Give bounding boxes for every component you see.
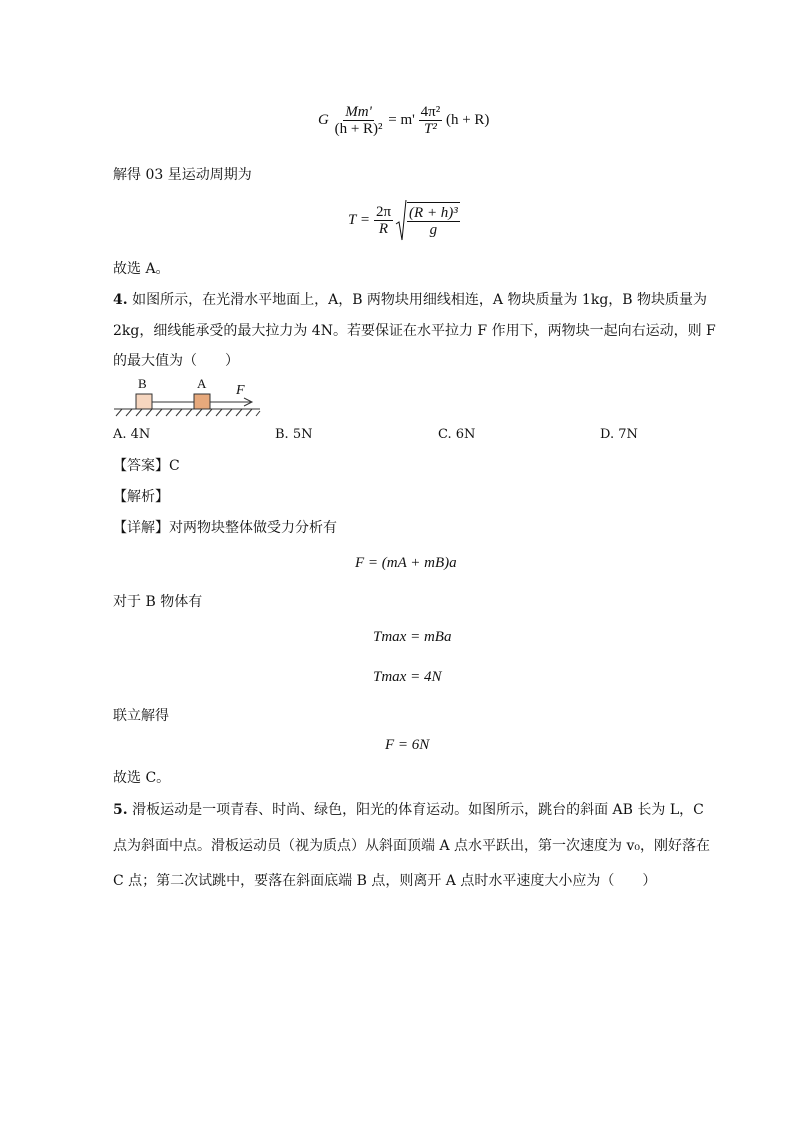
q5-text-line1: 滑板运动是一项青春、时尚、绿色，阳光的体育运动。如图所示，跳台的斜面 AB 长为 L，C <box>132 802 704 818</box>
fraction-left <box>333 104 385 137</box>
label-b: B <box>138 376 147 391</box>
fraction-left-num: Mm' <box>345 104 372 120</box>
block-a <box>194 394 210 409</box>
radical-sign <box>395 198 407 242</box>
q5-number: 5. <box>113 802 128 818</box>
fraction-radicand-den: g <box>429 222 438 238</box>
q4-option-a: A. 4N <box>113 427 151 442</box>
q4-text-line1: 如图所示，在光滑水平地面上，A，B 两物块用细线相连，A 物块质量为 1kg，B 物块质量为 <box>132 292 708 308</box>
fraction-radicand-num: (R + h)³ <box>409 205 458 221</box>
formula-g: G <box>318 111 329 128</box>
fraction-right-num: 4π² <box>420 104 441 120</box>
q4-eq3: Tmax = 4N <box>373 669 442 685</box>
q4-conclusion: 故选 C。 <box>113 770 171 786</box>
q4-figure <box>112 376 262 418</box>
q4-option-d: D. 7N <box>600 427 638 442</box>
ground-hatch <box>116 409 260 416</box>
label-f: F <box>236 383 245 398</box>
q4-eq1: F = (mA + mB)a <box>355 555 457 571</box>
fraction-right-den: T² <box>424 121 437 137</box>
q4-for-b: 对于 B 物体有 <box>113 594 203 610</box>
fraction-period-den: R <box>378 220 389 237</box>
q5-line1 <box>113 801 704 819</box>
q4-option-b: B. 5N <box>275 427 313 442</box>
label-a: A <box>197 376 207 391</box>
q4-line1 <box>113 291 707 309</box>
q4-solve: 联立解得 <box>113 708 169 724</box>
formula-eq-mprime: = m' <box>388 111 415 128</box>
q4-answer: 【答案】C <box>113 458 180 474</box>
formula-gravity <box>318 104 489 137</box>
q4-line2: 2kg，细线能承受的最大拉力为 4N。若要保证在水平拉力 F 作用下，两物块一起向右运动，则 F <box>113 323 716 339</box>
q4-option-c: C. 6N <box>438 427 476 442</box>
q4-line3: 的最大值为（ ） <box>113 353 239 369</box>
fraction-radicand <box>407 202 460 238</box>
q5-line3: C 点；第二次试跳中，要落在斜面底端 B 点，则离开 A 点时水平速度大小应为（ ） <box>113 873 657 889</box>
formula-period <box>348 198 460 242</box>
q4-analysis: 【解析】 <box>113 489 169 505</box>
answer-prev: 故选 A。 <box>113 261 170 277</box>
formula-tail: (h + R) <box>445 111 490 128</box>
solve-period-text: 解得 03 星运动周期为 <box>113 167 252 183</box>
q5-line2: 点为斜面中点。滑板运动员（视为质点）从斜面顶端 A 点水平跃出，第一次速度为 v₀，刚好落在 <box>113 838 710 854</box>
fraction-period <box>374 204 393 237</box>
fraction-period-num: 2π <box>375 203 392 220</box>
q4-number: 4. <box>113 292 128 308</box>
block-b <box>136 394 152 409</box>
formula-period-t: T = <box>348 211 370 228</box>
fraction-left-den: (h + R)² <box>334 121 383 137</box>
q4-eq2: Tmax = mBa <box>373 629 452 645</box>
fraction-right <box>419 104 443 137</box>
q4-eq4: F = 6N <box>385 737 430 753</box>
q4-detail: 【详解】对两物块整体做受力分析有 <box>113 520 337 536</box>
